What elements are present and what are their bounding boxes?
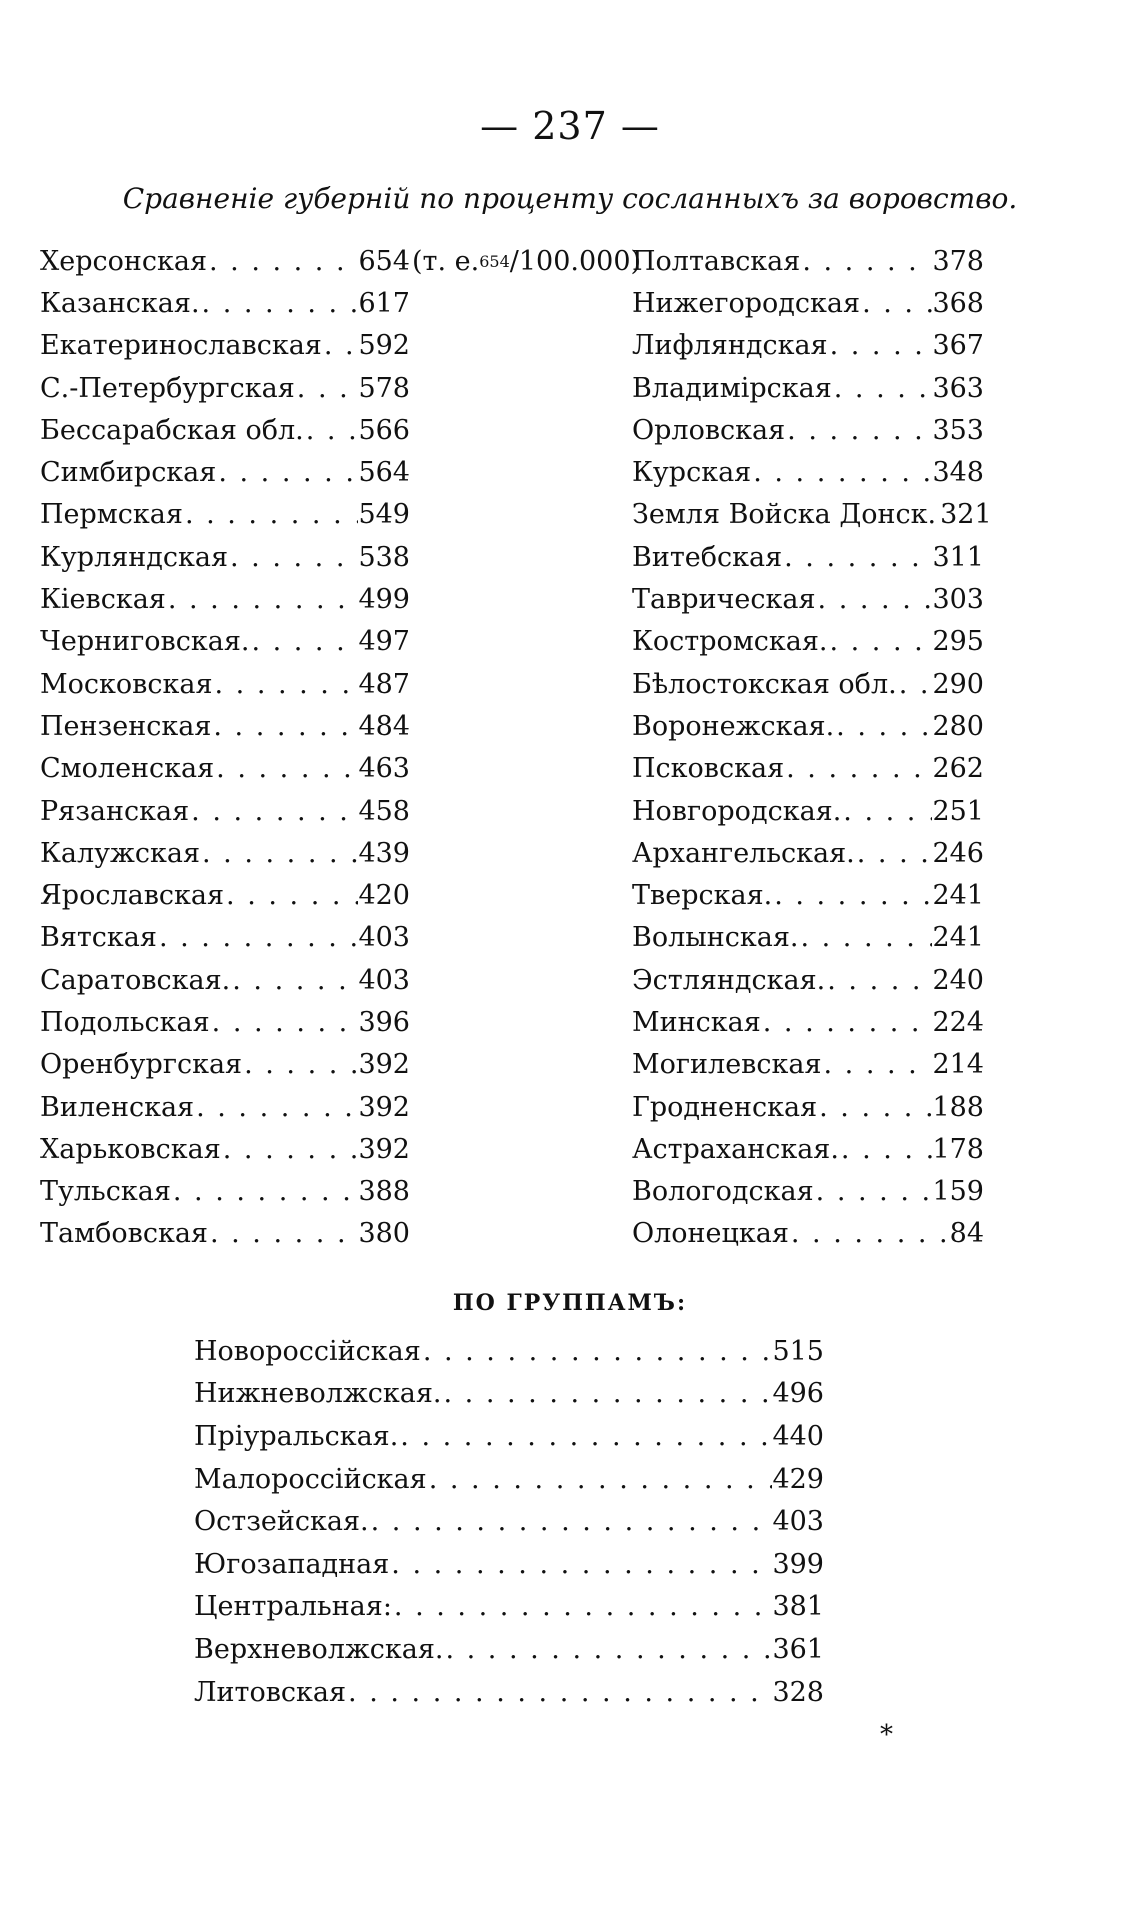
- leader-dots: [839, 1134, 933, 1165]
- page-title: Сравненіе губерній по проценту сосланныхъ за воровство.: [122, 182, 1018, 215]
- leader-dots: [814, 1176, 933, 1207]
- province-row-value: 367: [932, 330, 984, 362]
- leader-dots: [221, 1134, 359, 1165]
- group-row-value: 440: [772, 1420, 824, 1452]
- province-row-name: Казанская.: [40, 287, 200, 319]
- province-row: [40, 578, 410, 620]
- leader-dots: [761, 1007, 933, 1038]
- province-row-name: Лифляндская: [632, 330, 828, 362]
- province-row-value: 188: [932, 1091, 984, 1123]
- province-row-name: Минская: [632, 1006, 761, 1038]
- leader-dots: [772, 880, 932, 911]
- leader-dots: [183, 499, 359, 530]
- province-row-name: Оренбургская: [40, 1049, 243, 1081]
- province-row: [40, 790, 410, 832]
- province-row-value: 321: [940, 499, 992, 531]
- province-row-value: 484: [358, 710, 410, 742]
- province-row-name: Орловская: [632, 414, 786, 446]
- province-row: [632, 874, 984, 916]
- province-row-value: 463: [358, 753, 410, 785]
- province-row: [40, 1044, 410, 1086]
- province-row-value: 497: [358, 626, 410, 658]
- province-row: [632, 917, 984, 959]
- province-row-value: 311: [932, 541, 984, 573]
- province-row: [40, 1001, 410, 1043]
- province-row-name: Ярославская: [40, 880, 225, 912]
- province-row-name: Владимірская: [632, 372, 832, 404]
- group-row: [194, 1500, 824, 1543]
- province-row: [40, 367, 410, 409]
- group-row-name: Малороссійская: [194, 1463, 427, 1495]
- group-row-name: Верхневолжская.: [194, 1633, 444, 1665]
- province-row-value: 240: [932, 964, 984, 996]
- province-row-value: 566: [358, 414, 410, 446]
- province-row: [632, 832, 984, 874]
- province-row-value: 617: [358, 287, 410, 319]
- group-row-name: Литовская: [194, 1676, 347, 1708]
- province-row: [632, 1001, 984, 1043]
- province-row: [40, 282, 410, 324]
- province-row: [40, 494, 410, 536]
- province-row: [632, 494, 992, 536]
- leader-dots: [825, 965, 932, 996]
- province-row-name: Воронежская.: [632, 710, 835, 742]
- province-row: [632, 325, 984, 367]
- leader-dots: [346, 1677, 772, 1708]
- province-row-value: 420: [358, 880, 410, 912]
- province-row-value: 439: [358, 837, 410, 869]
- province-row-name: Рязанская: [40, 795, 190, 827]
- province-row-name: Кіевская: [40, 584, 166, 616]
- leader-dots: [841, 796, 932, 827]
- province-row: [40, 1128, 410, 1170]
- province-row-name: Харьковская: [40, 1133, 221, 1165]
- group-row: [194, 1671, 824, 1714]
- group-row-value: 361: [772, 1633, 824, 1665]
- leader-dots: [828, 330, 933, 361]
- leader-dots: [784, 753, 932, 784]
- province-row-name: Черниговская.: [40, 626, 250, 658]
- province-row-name: Бессарабская обл.: [40, 414, 304, 446]
- province-row-name: Эстляндская.: [632, 964, 826, 996]
- province-row-value: 564: [358, 457, 410, 489]
- leader-dots: [442, 1378, 773, 1409]
- note-sup: 654: [479, 251, 510, 271]
- group-row-name: Югозападная: [194, 1548, 390, 1580]
- province-row-value: 368: [932, 287, 984, 319]
- leader-dots: [751, 457, 932, 488]
- note-prefix: (т. е.: [412, 245, 480, 277]
- province-row: [40, 705, 410, 747]
- group-row: [194, 1330, 824, 1373]
- province-row: [632, 790, 984, 832]
- leader-dots: [800, 246, 932, 277]
- leader-dots: [427, 1464, 773, 1495]
- province-row: [40, 536, 410, 578]
- leader-dots: [295, 373, 359, 404]
- province-row: [40, 240, 410, 282]
- leader-dots: [194, 1092, 358, 1123]
- province-row-name: Тульская: [40, 1176, 171, 1208]
- province-row-value: 403: [358, 964, 410, 996]
- province-row-value: 538: [358, 541, 410, 573]
- province-row-value: 487: [358, 668, 410, 700]
- province-row: [40, 832, 410, 874]
- leader-dots: [398, 1421, 772, 1452]
- leader-dots: [322, 330, 359, 361]
- province-row-name: Смоленская: [40, 753, 215, 785]
- group-row-value: 381: [772, 1591, 824, 1623]
- province-row: [632, 1171, 984, 1213]
- leader-dots: [798, 922, 932, 953]
- footer-mark: *: [880, 1720, 893, 1750]
- group-row: [194, 1373, 824, 1416]
- leader-dots: [392, 1591, 773, 1622]
- leader-dots: [211, 711, 358, 742]
- province-row-name: С.-Петербургская: [40, 372, 295, 404]
- leader-dots: [421, 1336, 773, 1367]
- province-row: [40, 1171, 410, 1213]
- province-row-value: 396: [358, 1006, 410, 1038]
- province-row-value: 363: [932, 372, 984, 404]
- leader-dots: [157, 922, 359, 953]
- province-row-name: Гродненская: [632, 1091, 818, 1123]
- leader-dots: [827, 626, 932, 657]
- leader-dots: [171, 1176, 359, 1207]
- province-row-name: Екатеринославская: [40, 330, 322, 362]
- province-row: [632, 451, 984, 493]
- province-row-name: Курская: [632, 457, 752, 489]
- leader-dots: [369, 1506, 773, 1537]
- leader-dots: [249, 626, 358, 657]
- province-row-name: Пензенская: [40, 710, 212, 742]
- leader-dots: [200, 288, 359, 319]
- province-row-name: Архангельская.: [632, 837, 855, 869]
- province-row-value: 348: [932, 457, 984, 489]
- province-row-value: 178: [932, 1133, 984, 1165]
- province-row: [632, 748, 984, 790]
- province-row-name: Херсонская: [40, 245, 207, 277]
- province-row-value: 303: [932, 584, 984, 616]
- province-row-name: Симбирская: [40, 457, 217, 489]
- province-row-value: 251: [932, 795, 984, 827]
- leader-dots: [242, 1049, 358, 1080]
- leader-dots: [166, 584, 359, 615]
- group-row-value: 403: [772, 1506, 824, 1538]
- province-row-name: Виленская: [40, 1091, 195, 1123]
- province-row: [40, 621, 410, 663]
- province-row-name: Олонецкая: [632, 1218, 789, 1250]
- province-row: [40, 917, 410, 959]
- province-row-value: 159: [932, 1176, 984, 1208]
- left-column: [40, 240, 410, 1255]
- groups-heading: ПО ГРУППАМЪ:: [452, 1290, 688, 1316]
- province-row-name: Астраханская.: [632, 1133, 839, 1165]
- province-row-value: 592: [358, 330, 410, 362]
- leader-dots: [389, 1549, 772, 1580]
- province-row: [40, 451, 410, 493]
- province-row-name: Пермская: [40, 499, 183, 531]
- province-row-name: Костромская.: [632, 626, 828, 658]
- province-row: [40, 874, 410, 916]
- leader-dots: [216, 457, 358, 488]
- province-row: [632, 578, 984, 620]
- leader-dots: [443, 1634, 772, 1665]
- group-row-name: Остзейская.: [194, 1506, 369, 1538]
- province-row-value: 392: [358, 1133, 410, 1165]
- leader-dots: [785, 415, 932, 446]
- group-row: [194, 1458, 824, 1501]
- group-row-value: 399: [772, 1548, 824, 1580]
- province-row-value: 241: [932, 880, 984, 912]
- province-row-name: Тверская.: [632, 880, 773, 912]
- province-row-name: Курляндская: [40, 541, 228, 573]
- province-row-value: 392: [358, 1049, 410, 1081]
- province-row-value: 499: [358, 584, 410, 616]
- leader-dots: [860, 288, 932, 319]
- leader-dots: [817, 1092, 932, 1123]
- leader-dots: [228, 542, 358, 573]
- groups-list: [194, 1330, 824, 1713]
- province-row: [632, 367, 984, 409]
- province-row-value: 654: [358, 245, 410, 277]
- province-row-value: 392: [358, 1091, 410, 1123]
- province-row: [40, 1086, 410, 1128]
- group-row: [194, 1415, 824, 1458]
- province-row-name: Волынская.: [632, 922, 799, 954]
- note-suffix: /100.000): [509, 245, 642, 277]
- leader-dots: [304, 415, 359, 446]
- leader-dots: [782, 542, 932, 573]
- province-row-value: 280: [932, 710, 984, 742]
- group-row: [194, 1586, 824, 1629]
- province-row-value: 246: [932, 837, 984, 869]
- group-row-name: Центральная:: [194, 1591, 392, 1623]
- province-row-name: Вологодская: [632, 1176, 814, 1208]
- province-row-name: Тамбовская: [40, 1218, 208, 1250]
- province-row-value: 214: [932, 1049, 984, 1081]
- province-row-name: Бѣлостокская обл.: [632, 668, 897, 700]
- province-row: [632, 536, 984, 578]
- province-row-value: 388: [358, 1176, 410, 1208]
- province-row-value: 578: [358, 372, 410, 404]
- province-row-name: Вятская: [40, 922, 157, 954]
- province-row-value: 295: [932, 626, 984, 658]
- group-row: [194, 1628, 824, 1671]
- province-row-name: Псковская: [632, 753, 785, 785]
- leader-dots: [212, 669, 358, 700]
- first-row-note: [412, 240, 641, 282]
- leader-dots: [208, 1218, 359, 1249]
- leader-dots: [897, 669, 933, 700]
- province-row: [40, 409, 410, 451]
- province-row-value: 262: [932, 753, 984, 785]
- province-row-value: 403: [358, 922, 410, 954]
- province-row: [632, 621, 984, 663]
- leader-dots: [832, 373, 933, 404]
- group-row-name: Пріуральская.: [194, 1420, 399, 1452]
- province-row-name: Нижегородская: [632, 287, 861, 319]
- group-row-value: 515: [772, 1335, 824, 1367]
- province-row: [632, 409, 984, 451]
- leader-dots: [210, 1007, 359, 1038]
- province-row-value: 380: [358, 1218, 410, 1250]
- group-row-name: Новороссійская: [194, 1335, 421, 1367]
- province-row-name: Могилевская: [632, 1049, 822, 1081]
- province-row-value: 549: [358, 499, 410, 531]
- province-row-name: Новгородская.: [632, 795, 842, 827]
- province-row-name: Витебская: [632, 541, 783, 573]
- group-row-value: 429: [772, 1463, 824, 1495]
- leader-dots: [834, 711, 932, 742]
- leader-dots: [789, 1218, 950, 1249]
- province-row: [40, 325, 410, 367]
- province-row-value: 224: [932, 1006, 984, 1038]
- leader-dots: [189, 796, 358, 827]
- leader-dots: [822, 1049, 933, 1080]
- province-row: [632, 240, 984, 282]
- province-row-name: Подольская: [40, 1006, 210, 1038]
- leader-dots: [207, 246, 358, 277]
- province-row: [632, 1044, 984, 1086]
- province-row: [632, 1213, 984, 1255]
- group-row-value: 328: [772, 1676, 824, 1708]
- province-row-value: 290: [932, 668, 984, 700]
- province-row-name: Московская: [40, 668, 213, 700]
- leader-dots: [230, 965, 358, 996]
- province-row: [632, 282, 984, 324]
- group-row-value: 496: [772, 1378, 824, 1410]
- province-row-value: 241: [932, 922, 984, 954]
- province-row: [40, 748, 410, 790]
- leader-dots: [855, 838, 933, 869]
- right-column: [632, 240, 992, 1255]
- group-row-name: Нижневолжская.: [194, 1378, 442, 1410]
- province-row-value: 458: [358, 795, 410, 827]
- province-row: [40, 663, 410, 705]
- province-row: [632, 959, 984, 1001]
- province-row-name: Таврическая: [632, 584, 816, 616]
- leader-dots: [816, 584, 933, 615]
- province-row-name: Калужская: [40, 837, 200, 869]
- page-number: — 237 —: [480, 104, 660, 148]
- leader-dots: [214, 753, 358, 784]
- province-row: [632, 705, 984, 747]
- province-row-name: Полтавская: [632, 245, 801, 277]
- leader-dots: [200, 838, 358, 869]
- province-row-name: Земля Войска Донск.: [632, 499, 937, 531]
- province-row-value: 353: [932, 414, 984, 446]
- leader-dots: [224, 880, 358, 911]
- province-row: [40, 959, 410, 1001]
- province-row: [632, 1086, 984, 1128]
- province-row: [632, 1128, 984, 1170]
- group-row: [194, 1543, 824, 1586]
- province-row: [40, 1213, 410, 1255]
- province-row-value: 84: [949, 1218, 984, 1250]
- province-row: [632, 663, 984, 705]
- province-row-value: 378: [932, 245, 984, 277]
- province-row-name: Саратовская.: [40, 964, 231, 996]
